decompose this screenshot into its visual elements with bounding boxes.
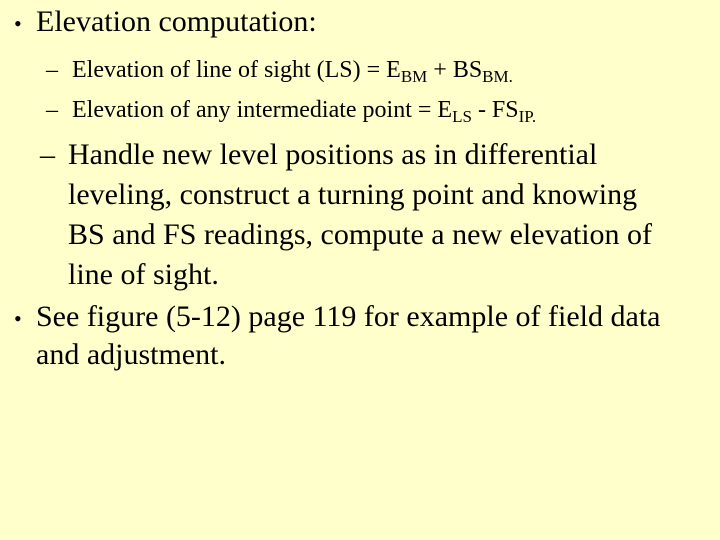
formula-text-pre: Elevation of any intermediate point = E — [72, 97, 453, 123]
subbullet-text — [72, 95, 536, 125]
bullet-marker: • — [14, 11, 22, 36]
subscript-bm: BM — [400, 67, 428, 86]
formula-text-mid: + BS — [427, 57, 483, 83]
dash-marker: – — [46, 97, 58, 123]
bullet-marker: • — [14, 306, 22, 331]
subscript-ls: LS — [452, 107, 472, 126]
bullet-text: Elevation computation: — [36, 5, 317, 38]
dash-marker: – — [40, 138, 55, 171]
formula-text-pre: Elevation of line of sight (LS) = E — [72, 57, 401, 83]
subbullet-text — [72, 55, 513, 85]
subscript-ip: IP. — [518, 107, 537, 126]
dash-marker: – — [46, 57, 58, 83]
subbullet-text: Handle new level positions as in differential leveling, construct a turning point and knowing BS and FS readings, compute a new elevation of line of sight. — [68, 138, 653, 291]
formula-text-mid: - FS — [471, 97, 519, 123]
bullet-text: See figure (5-12) page 119 for example of field data and adjustment. — [36, 300, 661, 371]
subscript-bm-period: BM. — [482, 67, 513, 86]
